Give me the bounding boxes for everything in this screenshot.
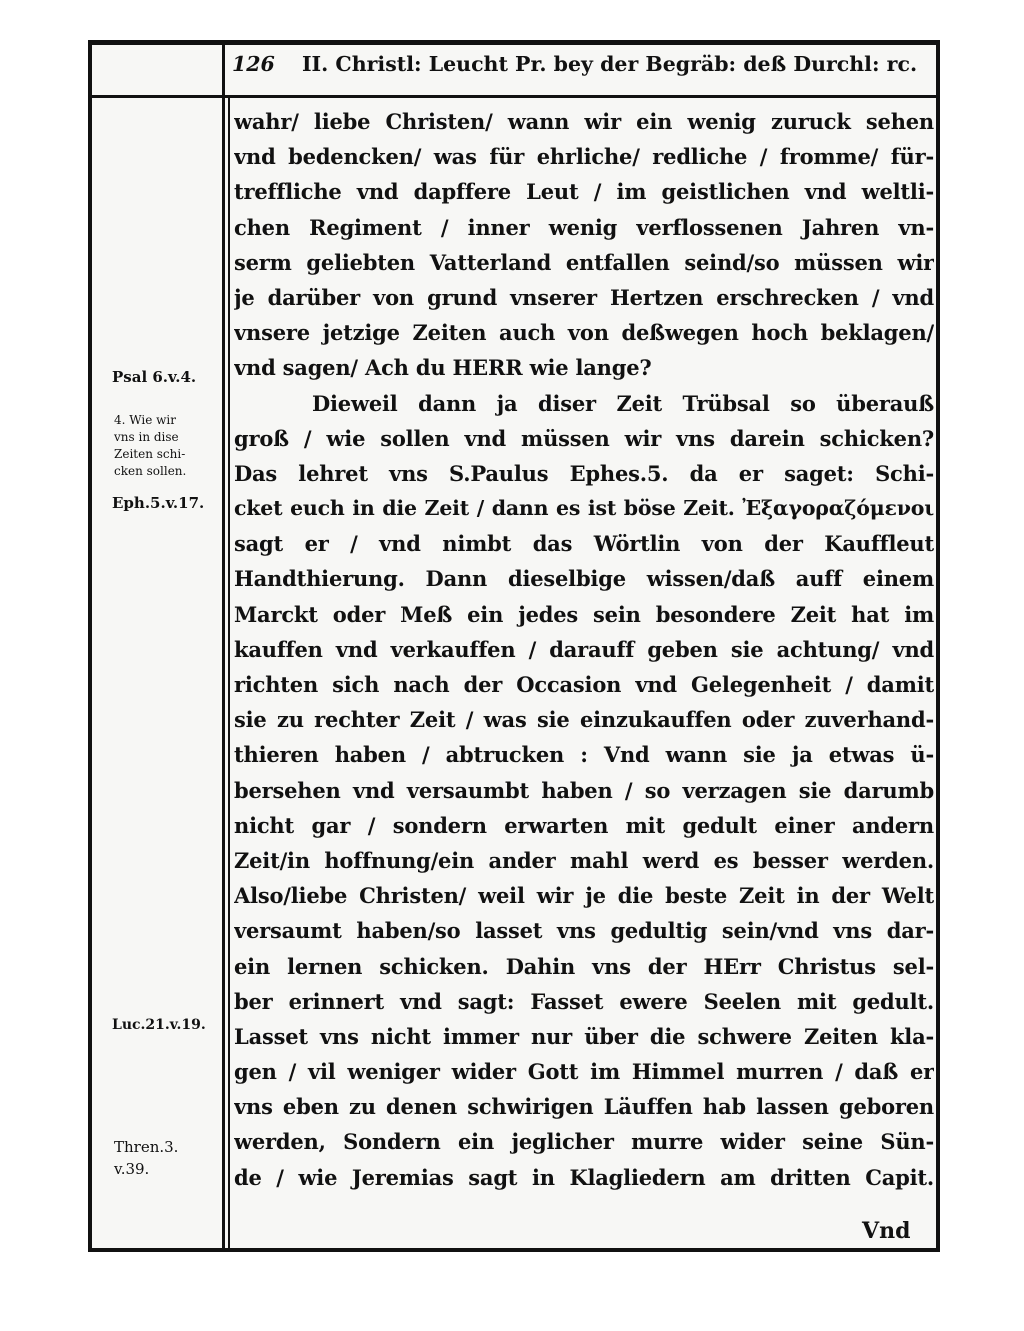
text-line: cket euch in die Zeit / dann es ist böse Zeit. Ἐξαγοραζόμενοι — [234, 496, 934, 521]
frame-bottom-rule — [88, 1248, 940, 1252]
text-line: richten sich nach der Occasion vnd Gelegenheit / damit — [234, 672, 934, 697]
text-line: de / wie Jeremias sagt in Klagliedern am dritten Capit. — [234, 1164, 934, 1190]
frame-top-rule — [88, 40, 940, 45]
margin-note-line: v.39. — [114, 1160, 150, 1178]
text-line: chen Regiment / inner wenig verflossenen Jahren vn- — [234, 214, 934, 240]
text-column-rule — [228, 96, 230, 1252]
frame-right-rule — [936, 40, 940, 1252]
text-line: nicht gar / sondern erwarten mit gedult einer andern — [234, 812, 934, 838]
text-line: Handthierung. Dann dieselbige wissen/daß auff einem — [234, 566, 934, 592]
text-line: Lasset vns nicht immer nur über die schwere Zeiten kla- — [234, 1023, 934, 1049]
text-line: Also/liebe Christen/ weil wir je die beste Zeit in der Welt — [234, 883, 934, 909]
text-line: vnsere jetzige Zeiten auch von deßwegen hoch beklagen/ — [234, 320, 934, 346]
text-line: gen / vil weniger wider Gott im Himmel murren / daß er — [234, 1059, 934, 1085]
margin-note-line: cken sollen. — [114, 464, 187, 478]
text-line: je darüber von grund vnserer Hertzen erschrecken / vnd — [234, 284, 934, 310]
text-line: Das lehret vns S.Paulus Ephes.5. da er saget: Schi- — [234, 460, 934, 486]
margin-note-line: 4. Wie wir — [114, 413, 176, 427]
frame-left-rule — [88, 40, 92, 1252]
text-line: versaumt haben/so lasset vns gedultig sein/vnd vns dar- — [234, 918, 934, 944]
margin-column-rule — [222, 44, 225, 1252]
margin-note-ephesians: Eph.5.v.17. — [112, 494, 205, 512]
text-line: Zeit/in hoffnung/ein ander mahl werd es besser werden. — [234, 847, 934, 873]
text-line: groß / wie sollen vnd müssen wir vns darein schicken? — [234, 425, 934, 451]
text-line: treffliche vnd dapffere Leut / im geistlichen vnd weltli- — [234, 179, 934, 205]
margin-note-luke: Luc.21.v.19. — [112, 1017, 206, 1033]
text-line: Marckt oder Meß ein jedes sein besondere Zeit hat im — [234, 601, 934, 627]
text-line: sie zu rechter Zeit / was sie einzukauffen oder zuverhand- — [234, 707, 934, 733]
catchword: Vnd — [862, 1218, 911, 1244]
text-line: vnd sagen/ Ach du HERR wie lange? — [234, 355, 652, 381]
text-line: werden, Sondern ein jeglicher murre wider seine Sün- — [234, 1129, 934, 1155]
margin-note-line: vns in dise — [114, 430, 179, 444]
text-line: wahr/ liebe Christen/ wann wir ein wenig zuruck sehen — [234, 109, 934, 134]
margin-note-lamentations — [114, 1136, 204, 1180]
running-title: II. Christl: Leucht Pr. bey der Begräb: deß Durchl: rc. — [301, 52, 918, 76]
text-line: Dieweil dann ja diser Zeit Trübsal so überauß — [312, 390, 934, 416]
margin-note-line: Zeiten schi- — [114, 447, 186, 461]
body-text — [234, 104, 934, 1195]
running-header — [232, 52, 932, 90]
text-line: vns eben zu denen schwirigen Läuffen hab lassen geboren — [234, 1094, 934, 1120]
margin-note-psalm: Psal 6.v.4. — [112, 368, 197, 386]
margin-note-line: Thren.3. — [114, 1138, 179, 1156]
text-line: ein lernen schicken. Dahin vns der HErr Christus sel- — [234, 953, 934, 979]
text-line: sagt er / vnd nimbt das Wörtlin von der Kauffleut — [234, 531, 934, 557]
text-line: serm geliebten Vatterland entfallen seind/so müssen wir — [234, 249, 934, 275]
text-line: kauffen vnd verkauffen / darauff geben sie achtung/ vnd — [234, 636, 934, 662]
text-line: bersehen vnd versaumbt haben / so verzagen sie darumb — [234, 777, 934, 803]
text-line: thieren haben / abtrucken : Vnd wann sie ja etwas ü- — [234, 742, 934, 768]
text-line: vnd bedencken/ was für ehrliche/ redliche / fromme/ für- — [234, 144, 934, 170]
page-number: 126 — [232, 52, 275, 76]
margin-note-heading — [114, 412, 214, 480]
text-line: ber erinnert vnd sagt: Fasset ewere Seelen mit gedult. — [234, 988, 934, 1014]
header-rule — [88, 95, 940, 98]
